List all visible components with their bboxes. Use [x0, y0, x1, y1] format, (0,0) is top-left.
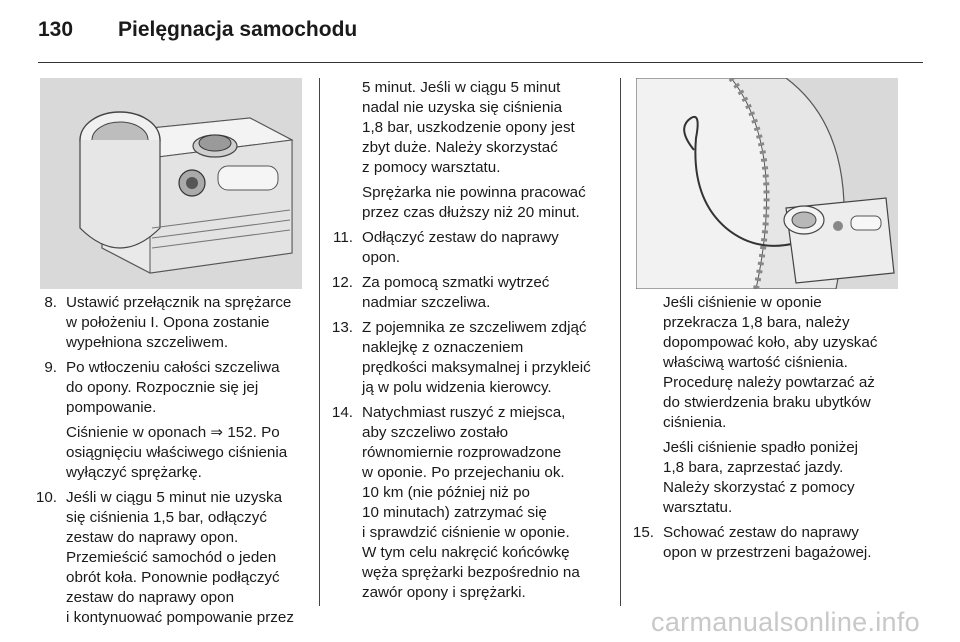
- text-line: wypełniona szczeliwem.: [66, 334, 229, 351]
- text-line: ją w polu widzenia kierowcy.: [362, 379, 552, 396]
- text-line: ciśnienia.: [663, 414, 727, 431]
- pressure-high-paragraph: [618, 293, 918, 433]
- text-line: węża sprężarki bezpośrednio na: [362, 564, 580, 581]
- text-line: opon.: [362, 249, 401, 266]
- text-line: naklejkę z oznaczeniem: [362, 339, 524, 356]
- text-line: Sprężarka nie powinna pracować: [362, 184, 586, 201]
- text-line: się ciśnienia 1,5 bar, odłączyć: [66, 509, 267, 526]
- column-1: [21, 293, 311, 633]
- text-line: 1,8 bara, zaprzestać jazdy.: [663, 459, 844, 476]
- step-number: 12.: [331, 274, 353, 291]
- column-3: [618, 293, 918, 568]
- text-line: do stwierdzenia braku ubytków: [663, 394, 871, 411]
- compressor-duration-paragraph: [317, 183, 617, 223]
- text-line: osiągnięciu właściwego ciśnienia: [66, 444, 288, 461]
- text-line: równomiernie rozprowadzone: [362, 444, 562, 461]
- text-line: Należy skorzystać z pomocy: [663, 479, 855, 496]
- text-line: Natychmiast ruszyć z miejsca,: [362, 404, 566, 421]
- text-line: aby szczeliwo zostało: [362, 424, 509, 441]
- text-line: pompowanie.: [66, 399, 157, 416]
- text-line: Po wtłoczeniu całości szczeliwa: [66, 359, 280, 376]
- text-line: Procedurę należy powtarzać aż: [663, 374, 875, 391]
- text-line: nadmiar szczeliwa.: [362, 294, 491, 311]
- page-title: Pielęgnacja samochodu: [118, 18, 358, 41]
- step-14: [317, 403, 617, 603]
- text-line: zestaw do naprawy opon.: [66, 529, 239, 546]
- header-rule: [38, 62, 923, 63]
- text-line: przekracza 1,8 bara, należy: [663, 314, 850, 331]
- text-line: 10 km (nie później niż po: [362, 484, 530, 501]
- text-line: Jeśli w ciągu 5 minut nie uzyska: [66, 489, 283, 506]
- step-number: 8.: [44, 294, 57, 311]
- step-10: [21, 488, 311, 628]
- text-line: Przemieścić samochód o jeden: [66, 549, 277, 566]
- step-8: [21, 293, 311, 353]
- pressure-reference-paragraph: [21, 423, 311, 483]
- text-line: Schować zestaw do naprawy: [663, 524, 859, 541]
- step-number: 14.: [331, 404, 353, 421]
- watermark: carmanualsonline.info: [651, 607, 920, 637]
- text-line: zbyt duże. Należy skorzystać: [362, 139, 558, 156]
- text-line: w położeniu I. Opona zostanie: [66, 314, 270, 331]
- column-2: [317, 78, 617, 608]
- step-number: 13.: [331, 319, 353, 336]
- text-line: Odłączyć zestaw do naprawy: [362, 229, 559, 246]
- text-line: Jeśli ciśnienie spadło poniżej: [663, 439, 859, 456]
- step-number: 15.: [632, 524, 654, 541]
- step-number: 10.: [35, 489, 57, 506]
- step-15: [618, 523, 918, 563]
- text-line: właściwą wartość ciśnienia.: [663, 354, 848, 371]
- text-line: 1,8 bar, uszkodzenie opony jest: [362, 119, 575, 136]
- page-number: 130: [38, 18, 74, 41]
- text-line: W tym celu nakręcić końcówkę: [362, 544, 570, 561]
- step-number: 9.: [44, 359, 57, 376]
- text-line: warsztatu.: [663, 499, 733, 516]
- step-number: 11.: [333, 229, 353, 246]
- text-line: 10 minutach) zatrzymać się: [362, 504, 547, 521]
- text-line: prędkości maksymalnej i przykleić: [362, 359, 591, 376]
- text-line: dopompować koło, aby uzyskać: [663, 334, 878, 351]
- text-line: przez czas dłuższy niż 20 minut.: [362, 204, 580, 221]
- text-line: i kontynuować pompowanie przez: [66, 609, 294, 626]
- compressor-illustration: [40, 78, 302, 289]
- text-line: Z pojemnika ze szczeliwem zdjąć: [362, 319, 587, 336]
- text-line: Ciśnienie w oponach ⇒ 152. Po: [66, 424, 280, 441]
- text-line: Ustawić przełącznik na sprężarce: [66, 294, 292, 311]
- text-line: opon w przestrzeni bagażowej.: [663, 544, 872, 561]
- text-line: i sprawdzić ciśnienie w oponie.: [362, 524, 570, 541]
- step-11: [317, 228, 617, 268]
- text-line: nadal nie uzyska się ciśnienia: [362, 99, 563, 116]
- text-line: zawór opony i sprężarki.: [362, 584, 526, 601]
- step-13: [317, 318, 617, 398]
- text-line: z pomocy warsztatu.: [362, 159, 501, 176]
- pressure-low-paragraph: [618, 438, 918, 518]
- text-line: 5 minut. Jeśli w ciągu 5 minut: [362, 79, 561, 96]
- text-line: w oponie. Po przejechaniu ok.: [362, 464, 565, 481]
- text-line: zestaw do naprawy opon: [66, 589, 235, 606]
- continuation-paragraph: [317, 78, 617, 178]
- text-line: obrót koła. Ponownie podłączyć: [66, 569, 280, 586]
- tire-compressor-illustration: [636, 78, 898, 289]
- text-line: Jeśli ciśnienie w oponie: [663, 294, 822, 311]
- step-9: [21, 358, 311, 418]
- step-12: [317, 273, 617, 313]
- text-line: do opony. Rozpocznie się jej: [66, 379, 259, 396]
- text-line: Za pomocą szmatki wytrzeć: [362, 274, 550, 291]
- text-line: wyłączyć sprężarkę.: [66, 464, 202, 481]
